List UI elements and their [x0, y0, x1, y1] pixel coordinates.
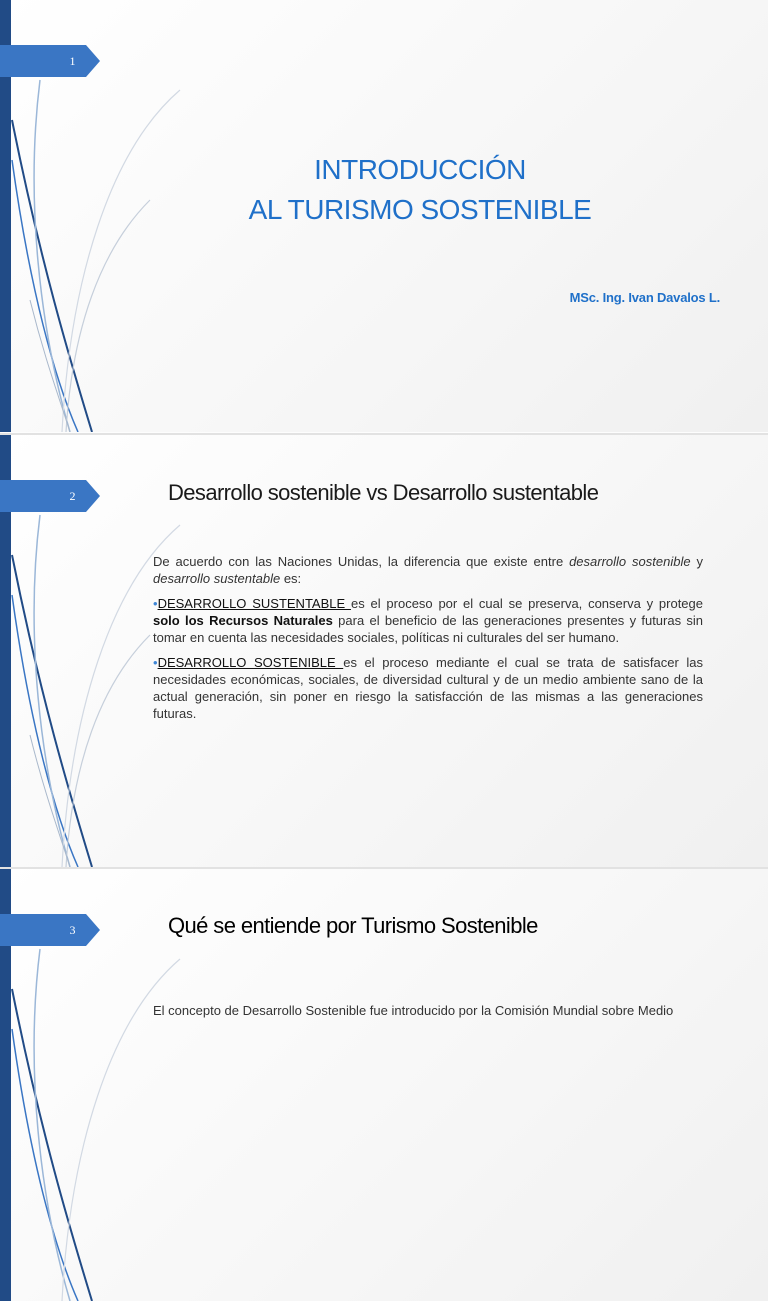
- slide-3: [0, 869, 768, 1301]
- list-item: •DESARROLLO SUSTENTABLE es el proceso por el cual se preserva, conserva y protege solo los Recursos Naturales para el beneficio de las generaciones presentes y futuras sin tomar en cuenta las necesidades sociales, políticas ni culturales del ser humano.: [153, 596, 703, 645]
- term-sostenible: DESARROLLO SOSTENIBLE: [157, 655, 344, 670]
- term-sustentable: DESARROLLO SUSTENTABLE: [157, 596, 351, 611]
- title-line-2: AL TURISMO SOSTENIBLE: [248, 194, 592, 225]
- slide-title: [120, 150, 720, 230]
- slide-number-tag: [0, 45, 100, 77]
- emphasis-text: solo los Recursos Naturales: [153, 613, 333, 628]
- bullet-icon: •: [153, 655, 158, 670]
- author-name: MSc. Ing. Ivan Davalos L.: [569, 290, 720, 305]
- slide-body: El concepto de Desarrollo Sostenible fue introducido por la Comisión Mundial sobre Medio: [153, 1003, 674, 1018]
- slide-number-tag: [0, 914, 100, 946]
- slide-number: 3: [69, 923, 76, 937]
- intro-paragraph: De acuerdo con las Naciones Unidas, la diferencia que existe entre desarrollo sostenible y desarrollo sustentable es:: [153, 554, 704, 586]
- slide-number: 2: [69, 489, 76, 503]
- title-line-1: INTRODUCCIÓN: [314, 154, 526, 185]
- slide-heading: Desarrollo sostenible vs Desarrollo sustentable: [168, 480, 599, 505]
- slide-body: [153, 553, 703, 730]
- bullet-icon: •: [153, 596, 158, 611]
- slide-number: 1: [69, 54, 76, 68]
- slide-number-tag: [0, 480, 100, 512]
- slide-1: [0, 0, 768, 432]
- list-item: •DESARROLLO SOSTENIBLE es el proceso mediante el cual se trata de satisfacer las necesidades económicas, sociales, de diversidad cultural y de un medio ambiente sano de la actual generación, sin poner en riesgo la satisfacción de las mismas a las generaciones futuras.: [153, 655, 703, 721]
- slide-heading: Qué se entiende por Turismo Sostenible: [168, 913, 538, 938]
- slide-2: [0, 435, 768, 867]
